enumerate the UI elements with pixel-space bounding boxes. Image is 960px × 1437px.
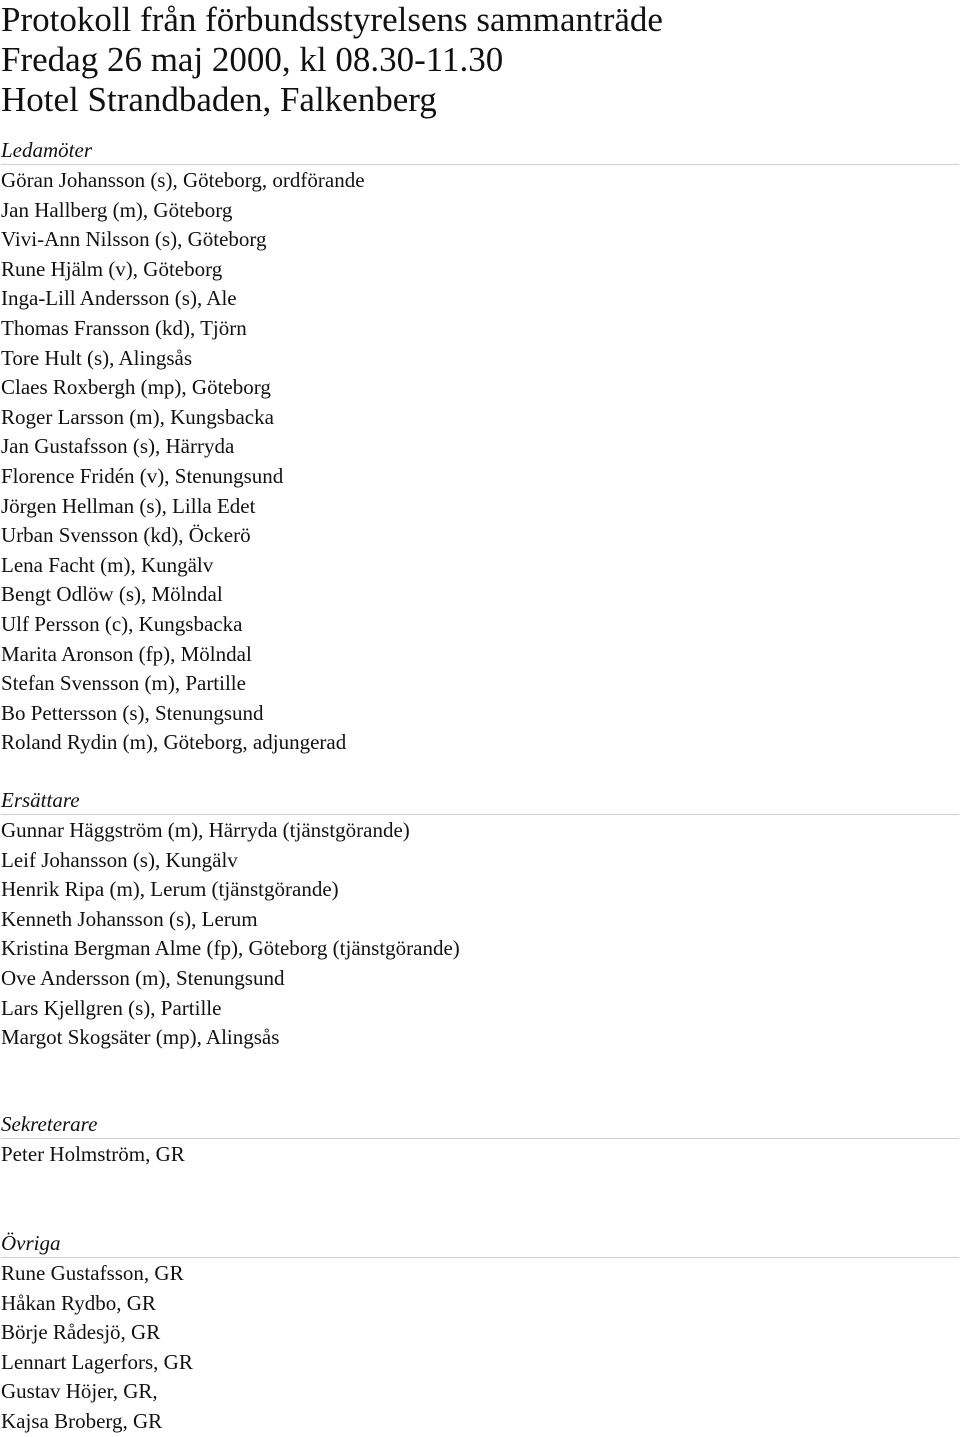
list-item: Vivi-Ann Nilsson (s), Göteborg — [1, 227, 267, 252]
secretary-list — [1, 1140, 959, 1170]
list-item: Thomas Fransson (kd), Tjörn — [1, 315, 247, 340]
list-item: Margot Skogsäter (mp), Alingsås — [1, 1025, 280, 1050]
list-item: Bo Pettersson (s), Stenungsund — [1, 700, 264, 725]
list-item: Håkan Rydbo, GR — [1, 1290, 156, 1315]
list-item: Kristina Bergman Alme (fp), Göteborg (tjänstgörande) — [1, 936, 460, 961]
list-item: Roland Rydin (m), Göteborg, adjungerad — [1, 730, 347, 755]
list-item: Leif Johansson (s), Kungälv — [1, 847, 238, 872]
list-item: Urban Svensson (kd), Öckerö — [1, 523, 251, 548]
list-item: Tore Hult (s), Alingsås — [1, 345, 193, 370]
list-item: Gustav Höjer, GR, — [1, 1379, 158, 1404]
list-item: Henrik Ripa (m), Lerum (tjänstgörande) — [1, 877, 339, 902]
list-item: Roger Larsson (m), Kungsbacka — [1, 404, 274, 429]
list-item: Rune Gustafsson, GR — [1, 1261, 184, 1285]
list-item: Kenneth Johansson (s), Lerum — [1, 906, 258, 931]
title-line-location: Hotel Strandbaden, Falkenberg — [1, 80, 437, 119]
section-heading-ledamoter: Ledamöter — [1, 136, 959, 165]
list-item: Stefan Svensson (m), Partille — [1, 671, 246, 696]
list-item: Jan Hallberg (m), Göteborg — [1, 197, 233, 222]
list-item: Lena Facht (m), Kungälv — [1, 552, 214, 577]
list-item: Lars Kjellgren (s), Partille — [1, 995, 222, 1020]
list-item: Ulf Persson (c), Kungsbacka — [1, 611, 243, 636]
list-item: Jan Gustafsson (s), Härryda — [1, 434, 235, 459]
list-item: Jörgen Hellman (s), Lilla Edet — [1, 493, 256, 518]
section-heading-ovriga: Övriga — [1, 1229, 959, 1258]
list-item: Bengt Odlöw (s), Mölndal — [1, 582, 223, 607]
list-item: Kajsa Broberg, GR — [1, 1408, 163, 1433]
list-item: Florence Fridén (v), Stenungsund — [1, 463, 284, 488]
list-item: Göran Johansson (s), Göteborg, ordförande — [1, 168, 365, 192]
others-list — [1, 1259, 959, 1437]
substitute-list — [1, 816, 959, 1053]
section-heading-ersattare: Ersättare — [1, 786, 959, 815]
section-heading-sekreterare: Sekreterare — [1, 1110, 959, 1139]
section-ersattare — [1, 786, 959, 1053]
title-line-meeting: Protokoll från förbundsstyrelsens sammanträde — [1, 0, 663, 39]
list-item: Gunnar Häggström (m), Härryda (tjänstgörande) — [1, 818, 410, 842]
section-sekreterare — [1, 1110, 959, 1170]
section-ovriga — [1, 1229, 959, 1437]
document-title — [1, 0, 663, 120]
member-list — [1, 166, 959, 758]
list-item: Inga-Lill Andersson (s), Ale — [1, 286, 237, 311]
list-item: Lennart Lagerfors, GR — [1, 1349, 193, 1374]
list-item: Ove Andersson (m), Stenungsund — [1, 965, 285, 990]
section-ledamoter — [1, 136, 959, 758]
list-item: Marita Aronson (fp), Mölndal — [1, 641, 252, 666]
list-item: Claes Roxbergh (mp), Göteborg — [1, 375, 271, 400]
list-item: Rune Hjälm (v), Göteborg — [1, 256, 223, 281]
list-item: Peter Holmström, GR — [1, 1142, 185, 1166]
list-item: Börje Rådesjö, GR — [1, 1320, 161, 1345]
title-line-date-time: Fredag 26 maj 2000, kl 08.30-11.30 — [1, 40, 504, 79]
